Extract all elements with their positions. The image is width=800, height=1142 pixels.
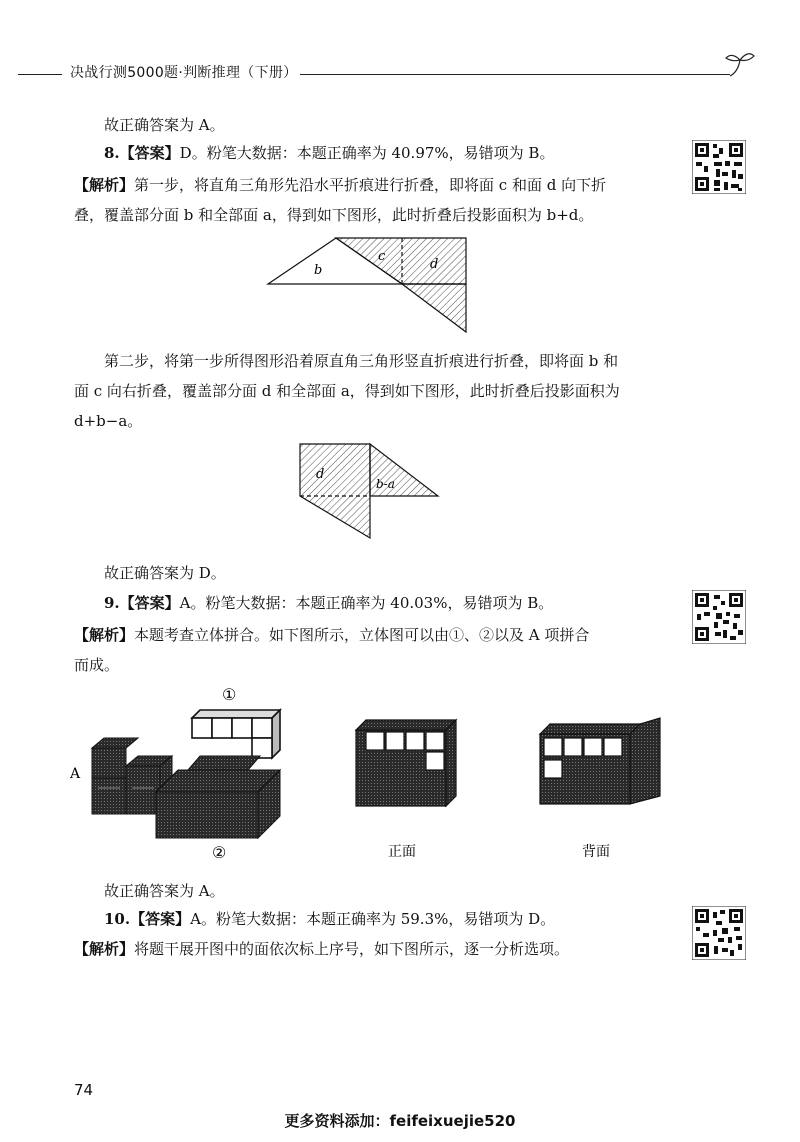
back-view-cubes (540, 718, 660, 804)
q8-conclusion: 故正确答案为 D。 (104, 564, 226, 582)
q10-analysis-label: 【解析】 (74, 940, 135, 958)
fold-figure-2 (298, 442, 442, 542)
q8-step2-line2: 面 c 向右折叠，覆盖部分面 d 和全部面 a，得到如下图形，此时折叠后投影面积为 (74, 382, 620, 400)
q10-answer-text: A。粉笔大数据：本题正确率为 59.3%，易错项为 D。 (190, 910, 556, 928)
cube-assembly-figure (70, 680, 680, 870)
fig2-label-d: d (316, 467, 325, 482)
q9-analysis-line1 (74, 624, 589, 646)
piece1-cubes (192, 710, 280, 758)
fig2-label-b-a: b-a (376, 477, 395, 491)
q8-step2-line3: d+b−a。 (74, 412, 143, 430)
q10-analysis-line1 (74, 938, 569, 960)
q8-answer-text: D。粉笔大数据：本题正确率为 40.97%，易错项为 B。 (179, 144, 555, 162)
qr-code-icon[interactable] (692, 906, 746, 960)
page-number: 74 (74, 1081, 94, 1099)
header-rule-left (18, 74, 62, 75)
fig1-label-c: c (378, 249, 386, 264)
front-caption: 正面 (388, 844, 416, 860)
sprout-icon (722, 50, 758, 80)
q9-analysis-label: 【解析】 (74, 626, 135, 644)
q9-answer-label: 9.【答案】 (104, 594, 180, 612)
q9-analysis-text1: 本题考查立体拼合。如下图所示，立体图可以由①、②以及 A 项拼合 (134, 626, 590, 644)
fig1-label-d: d (430, 257, 439, 272)
q8-analysis-text1: 第一步，将直角三角形先沿水平折痕进行折叠，即将面 c 和面 d 向下折 (134, 176, 607, 194)
qr-code-icon[interactable] (692, 590, 746, 644)
q8-analysis-line2: 叠，覆盖部分面 b 和全部面 a，得到如下图形，此时折叠后投影面积为 b+d。 (74, 206, 594, 224)
back-caption: 背面 (582, 844, 610, 860)
fig1-label-b: b (314, 263, 323, 278)
q10-answer-label: 10.【答案】 (104, 910, 191, 928)
piece2-label: ② (212, 843, 227, 862)
q9-answer-text: A。粉笔大数据：本题正确率为 40.03%，易错项为 B。 (179, 594, 554, 612)
q8-answer-label: 8.【答案】 (104, 144, 180, 162)
qr-code-icon[interactable] (692, 140, 746, 194)
fold-figure-1 (266, 236, 472, 336)
piece1-label: ① (222, 685, 237, 704)
header-rule-right (300, 74, 730, 75)
pieceA-label: A (70, 766, 81, 782)
running-header (0, 58, 800, 88)
header-title: 决战行测5000题·判断推理（下册） (70, 65, 298, 81)
q8-analysis-label: 【解析】 (74, 176, 135, 194)
piece2-cubes (156, 756, 280, 838)
q8-analysis-line1 (74, 174, 606, 196)
q9-analysis-line2: 而成。 (74, 656, 120, 674)
front-view-cubes (356, 720, 456, 806)
prev-conclusion: 故正确答案为 A。 (104, 116, 225, 134)
q10-analysis-text1: 将题干展开图中的面依次标上序号，如下图所示，逐一分析选项。 (134, 940, 570, 958)
q10-answer (104, 908, 555, 930)
q9-conclusion: 故正确答案为 A。 (104, 882, 225, 900)
q8-answer (104, 142, 554, 164)
q8-step2-line1: 第二步，将第一步所得图形沿着原直角三角形竖直折痕进行折叠，即将面 b 和 (104, 352, 619, 370)
footer-note: 更多资料添加：feifeixuejie520 (284, 1112, 516, 1130)
q9-answer (104, 592, 553, 614)
